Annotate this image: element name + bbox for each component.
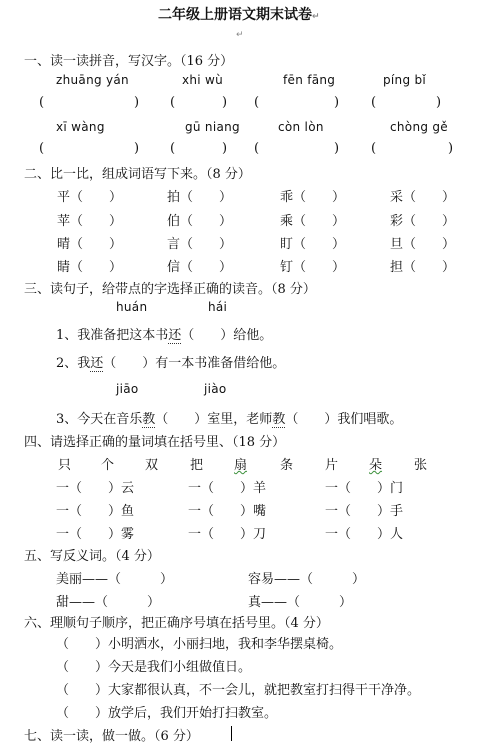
measure-item: 一（ ）云: [56, 481, 135, 496]
measure-word: 条: [280, 458, 294, 473]
antonym-item: 真——（ ）: [248, 595, 353, 610]
dotted-char: 还: [90, 356, 104, 371]
paragraph-mark: ↵: [312, 12, 320, 22]
dotted-char: 还: [168, 328, 182, 343]
question-text: 3、今天在音乐: [56, 412, 143, 427]
exam-title-text: 二年级上册语文期末试卷: [158, 7, 312, 23]
measure-word: 片: [325, 458, 339, 473]
paragraph-mark: ↵: [236, 30, 244, 40]
pinyin-3: fēn fāng: [283, 73, 336, 87]
section-6-heading: 六、理顺句子顺序，把正确序号填在括号里。（4 分）: [24, 616, 329, 631]
measure-item: 一（ ）羊: [188, 481, 267, 496]
order-item: （ ）今天是我们小组做值日。: [56, 660, 252, 675]
pinyin-7: còn lòn: [278, 120, 324, 134]
order-item: （ ）小明洒水，小丽扫地，我和李华摆桌椅。: [56, 637, 343, 652]
antonym-item: 美丽——（ ）: [56, 572, 174, 587]
question-3-1: [56, 324, 272, 343]
answer-paren: ): [222, 95, 228, 110]
word-item: 苹（ ）: [57, 214, 123, 229]
question-text: （ ）我们唱歌。: [285, 412, 403, 427]
answer-paren: (: [254, 141, 260, 156]
measure-item: 一（ ）手: [325, 504, 404, 519]
section-2-heading: 二、比一比，组成词语写下来。（8 分）: [24, 167, 251, 182]
answer-paren: ): [334, 141, 340, 156]
measure-word: 扇: [234, 458, 248, 473]
answer-paren: ): [448, 141, 454, 156]
word-item: 盯（ ）: [280, 237, 346, 252]
word-item: 信（ ）: [167, 260, 233, 275]
question-text: （ ）给他。: [181, 328, 273, 343]
measure-item: 一（ ）雾: [56, 527, 135, 542]
measure-item: 一（ ）鱼: [56, 504, 135, 519]
answer-paren: (: [254, 95, 260, 110]
word-item: 乖（ ）: [280, 190, 346, 205]
word-item: 平（ ）: [57, 190, 123, 205]
measure-word: 个: [101, 458, 115, 473]
exam-title: [158, 4, 320, 24]
word-item: 担（ ）: [390, 260, 456, 275]
word-item: 拍（ ）: [167, 190, 233, 205]
pinyin-option: jiāo: [116, 382, 139, 396]
pinyin-5: xī wàng: [56, 120, 105, 134]
answer-paren: ): [134, 95, 140, 110]
answer-paren: (: [371, 95, 377, 110]
measure-word: 朵: [369, 458, 383, 473]
answer-paren: ): [436, 95, 442, 110]
question-3-2: [56, 352, 285, 371]
pinyin-2: xhi wù: [182, 73, 224, 87]
answer-paren: (: [39, 95, 45, 110]
antonym-item: 甜——（ ）: [56, 595, 161, 610]
word-item: 乘（ ）: [280, 214, 346, 229]
dotted-char: 教: [142, 412, 156, 427]
word-item: 伯（ ）: [167, 214, 233, 229]
pinyin-6: gū niang: [185, 120, 240, 134]
measure-word: 双: [145, 458, 159, 473]
pinyin-8: chòng gě: [390, 120, 448, 134]
answer-paren: ): [134, 141, 140, 156]
section-4-heading: 四、请选择正确的量词填在括号里、（18 分）: [24, 435, 286, 450]
order-item: （ ）放学后，我们开始打扫教室。: [56, 706, 278, 721]
question-text: 1、我准备把这本书: [56, 328, 169, 343]
pinyin-option: hái: [208, 300, 228, 314]
answer-paren: (: [371, 141, 377, 156]
question-3-3: [56, 408, 402, 427]
section-1-heading: 一、读一读拼音，写汉字。（16 分）: [24, 54, 234, 69]
question-text: （ ）室里，老师: [155, 412, 273, 427]
section-7-heading: 七、读一读，做一做。（6 分）: [24, 729, 199, 744]
measure-item: 一（ ）嘴: [188, 504, 267, 519]
word-item: 钉（ ）: [280, 260, 346, 275]
antonym-item: 容易——（ ）: [248, 572, 366, 587]
dotted-char: 教: [272, 412, 286, 427]
measure-word: 把: [190, 458, 204, 473]
measure-item: 一（ ）刀: [188, 527, 267, 542]
word-item: 采（ ）: [390, 190, 456, 205]
answer-paren: ): [334, 95, 340, 110]
answer-paren: (: [170, 95, 176, 110]
question-text: （ ）有一本书准备借给他。: [103, 356, 286, 371]
word-item: 晴（ ）: [57, 237, 123, 252]
measure-word: 只: [58, 458, 72, 473]
pinyin-1: zhuāng yán: [56, 73, 129, 87]
word-item: 言（ ）: [167, 237, 233, 252]
pinyin-4: píng bǐ: [383, 73, 427, 87]
answer-paren: (: [170, 141, 176, 156]
question-text: 2、我: [56, 356, 91, 371]
measure-word: 张: [414, 458, 428, 473]
word-item: 旦（ ）: [390, 237, 456, 252]
measure-item: 一（ ）人: [325, 527, 404, 542]
word-item: 彩（ ）: [390, 214, 456, 229]
text-cursor: [231, 726, 232, 741]
section-5-heading: 五、写反义词。（4 分）: [24, 549, 160, 564]
word-item: 睛（ ）: [57, 260, 123, 275]
pinyin-option: jiào: [204, 382, 227, 396]
section-3-heading: 三、读句子，给带点的字选择正确的读音。（8 分）: [24, 282, 316, 297]
answer-paren: ): [222, 141, 228, 156]
pinyin-option: huán: [116, 300, 148, 314]
order-item: （ ）大家都很认真，不一会儿，就把教室打扫得干干净净。: [56, 683, 421, 698]
measure-item: 一（ ）门: [325, 481, 404, 496]
answer-paren: (: [39, 141, 45, 156]
